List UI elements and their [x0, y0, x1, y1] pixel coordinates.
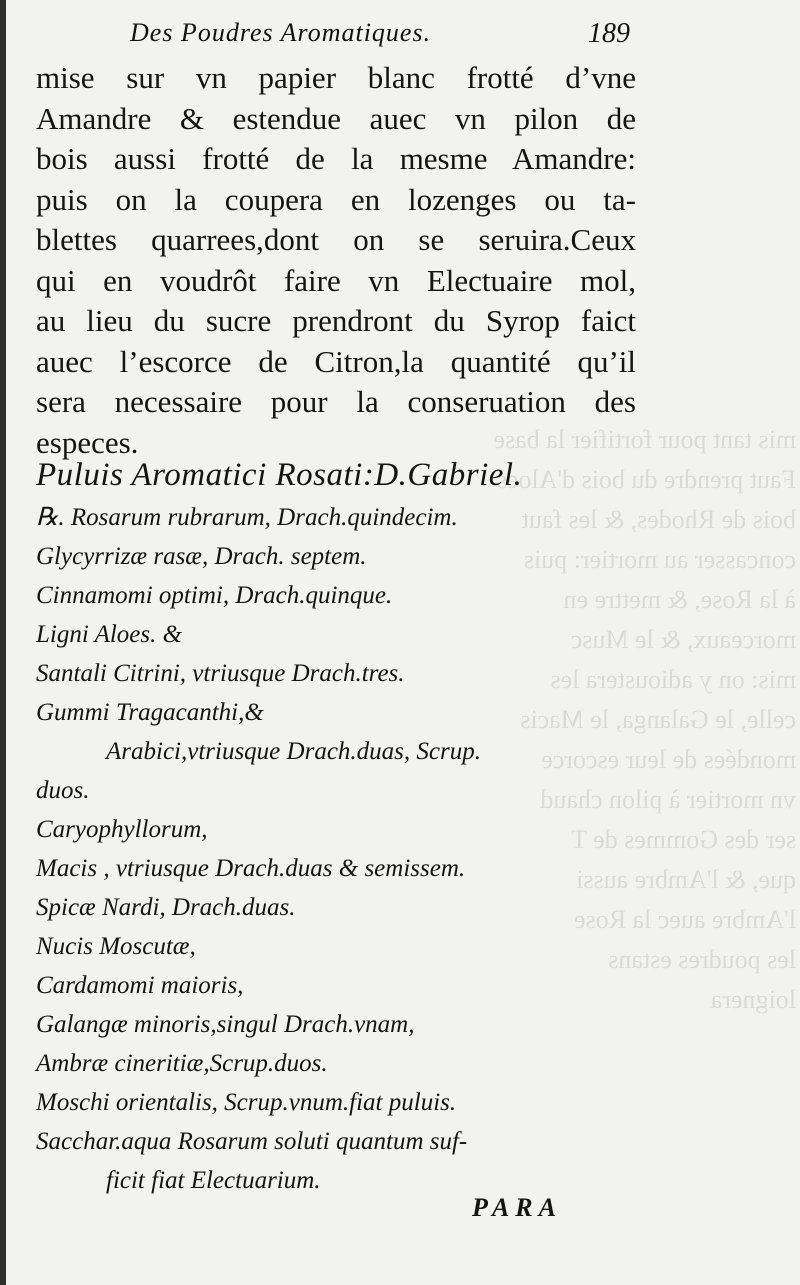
bleed-through-text: mis tant pour fortifier la base Faut prendre du bois d'Aloes bois de Rhodes, & les faut concasser au mortier: puis à la Rose, & mettre en morceaux, & le Musc mis: on y adioustera les celle, le Galanga, le Macis mondées de leur escorce vn mortier à pilon chaud ser des Gommes de T que, & l'Ambre aussi l'Ambre auec la Rose les poudres estans loignera — [493, 425, 796, 1014]
text-line: mise sur vn papier blanc frotté d’vne — [36, 60, 636, 95]
book-page — [6, 0, 800, 1285]
text-line: especes. — [36, 424, 139, 460]
text-line: Amandre & estendue auec vn pilon de — [36, 100, 636, 136]
ingredient-line: Macis , vtriusque Drach.duas & semissem. — [36, 855, 466, 882]
ingredient-line: Ligni Aloes. & — [36, 621, 183, 648]
body-paragraph — [36, 58, 636, 463]
text-line: au lieu du sucre prendront du Syrop faict — [36, 303, 636, 338]
recipe-block — [36, 452, 636, 1200]
ingredient-line: Cardamomi maioris, — [36, 972, 244, 999]
ingredient-line: Gummi Tragacanthi,& — [36, 699, 264, 726]
ingredient-line: Sacchar.aqua Rosarum soluti quantum suf- — [36, 1128, 468, 1155]
catchword: PARA — [472, 1193, 562, 1222]
ingredient-line: Nucis Moscutæ, — [36, 933, 196, 960]
ingredient-line: Arabici,vtriusque Drach.duas, Scrup. — [106, 738, 481, 765]
ingredient-line: Cinnamomi optimi, Drach.quinque. — [36, 582, 393, 609]
recipe-title: Puluis Aromatici Rosati:D.Gabriel. — [36, 457, 523, 493]
ingredient-line: ficit fiat Electuarium. — [106, 1167, 321, 1194]
text-line: bois aussi frotté de la mesme Amandre: — [36, 141, 636, 176]
ingredient-line: Santali Citrini, vtriusque Drach.tres. — [36, 660, 405, 687]
ingredient-line: Moschi orientalis, Scrup.vnum.fiat puluis. — [36, 1089, 457, 1116]
ingredient-list — [36, 498, 636, 1200]
ingredient-line: Spicæ Nardi, Drach.duas. — [36, 894, 296, 921]
page-number: 189 — [588, 18, 630, 49]
ingredient-line: ℞. Rosarum rubrarum, Drach.quindecim. — [36, 504, 458, 531]
running-header — [130, 18, 630, 54]
ingredient-line: Ambræ cineritiæ,Scrup.duos. — [36, 1050, 328, 1077]
ingredient-line: duos. — [36, 777, 90, 804]
ingredient-line: Glycyrrizæ rasæ, Drach. septem. — [36, 543, 367, 570]
ingredient-line: Caryophyllorum, — [36, 816, 208, 843]
text-line: blettes quarrees,dont on se seruira.Ceux — [36, 222, 636, 257]
text-line: sera necessaire pour la conseruation des — [36, 384, 636, 419]
ingredient-line: Galangæ minoris,singul Drach.vnam, — [36, 1011, 415, 1038]
text-line: auec l’escorce de Citron,la quantité qu’il — [36, 343, 636, 379]
text-line: puis on la coupera en lozenges ou ta- — [36, 181, 636, 217]
text-line: qui en voudrôt faire vn Electuaire mol, — [36, 262, 636, 298]
running-title: Des Poudres Aromatiques. — [130, 18, 432, 47]
